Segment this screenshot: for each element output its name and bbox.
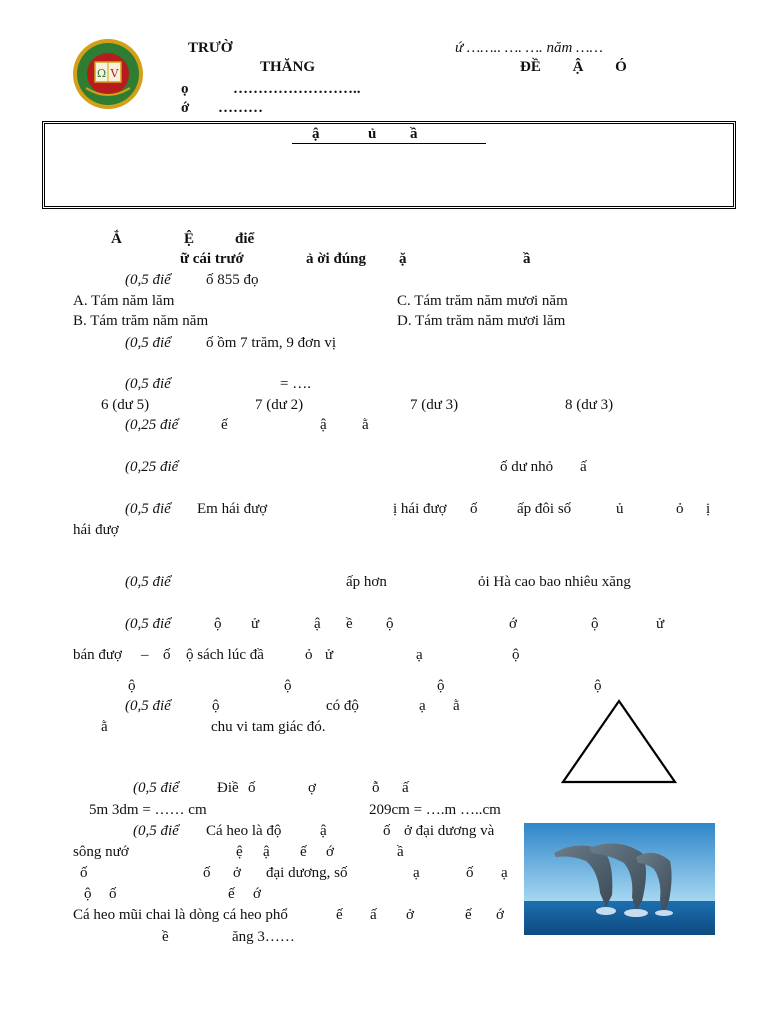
q11-text: ạ bbox=[413, 865, 420, 881]
q8-line2-part: bán đượ bbox=[73, 647, 122, 663]
section-heading-part: Ắ bbox=[111, 231, 122, 247]
q8-line3-part: ộ bbox=[594, 678, 602, 694]
q7-points: (0,5 điể bbox=[125, 574, 171, 590]
q8-line2-part: ử bbox=[325, 647, 334, 663]
q11-text: ế bbox=[228, 886, 235, 902]
q2-points: (0,5 điể bbox=[125, 335, 171, 351]
q8-part: ề bbox=[346, 616, 353, 632]
q11-text: ớ bbox=[253, 886, 261, 902]
q8-line2-part: ố bbox=[163, 647, 171, 663]
q11-text: ế bbox=[465, 907, 472, 923]
q11-text: ở bbox=[233, 865, 241, 881]
q11-text: ế bbox=[336, 907, 343, 923]
q10-fill-b[interactable]: 209cm = ….m …..cm bbox=[369, 802, 501, 818]
dolphin-photo bbox=[524, 823, 715, 935]
q6-part: Em hái đượ bbox=[197, 501, 268, 517]
q8-part: ử bbox=[251, 616, 260, 632]
q10-fill-a[interactable]: 5m 3dm = …… cm bbox=[89, 802, 207, 818]
q6-part: ố bbox=[470, 501, 478, 517]
q10-part: ấ bbox=[402, 780, 409, 796]
instruction-part: ữ cái trướ bbox=[180, 251, 244, 267]
school-logo bbox=[72, 38, 144, 110]
q6-part: ị bbox=[706, 501, 711, 517]
q1-points: (0,5 điể bbox=[125, 272, 171, 288]
instruction-part: ầ bbox=[523, 251, 531, 267]
q11-text: ố bbox=[80, 865, 88, 881]
q11-text: ề bbox=[162, 929, 169, 945]
q10-points: (0,5 điể bbox=[133, 780, 179, 796]
q1-option-b[interactable]: B. Tám trăm năm năm bbox=[73, 313, 209, 329]
q3-option-a[interactable]: 6 (dư 5) bbox=[101, 397, 150, 413]
name-field[interactable]: …………………….. bbox=[233, 81, 361, 97]
name-label: ọ bbox=[181, 81, 189, 97]
q11-text: Cá heo mũi chai là dòng cá heo phổ bbox=[73, 907, 288, 923]
q11-text: ế bbox=[300, 844, 307, 860]
school-line: TRƯỜ bbox=[188, 40, 233, 56]
q11-text: ậ bbox=[320, 823, 327, 839]
q10-part: Điề bbox=[217, 780, 239, 796]
q1-option-c[interactable]: C. Tám trăm năm mươi năm bbox=[397, 293, 568, 309]
q8-line2-part: ỏ bbox=[305, 647, 313, 663]
q8-line2-part: ạ bbox=[416, 647, 423, 663]
school-name: THĂNG bbox=[260, 59, 316, 75]
q3-option-b[interactable]: 7 (dư 2) bbox=[255, 397, 304, 413]
logo-v: V bbox=[110, 67, 119, 80]
q11-text: ớ bbox=[326, 844, 334, 860]
score-box-title-part: ậ bbox=[312, 126, 320, 142]
q4-part: ằ bbox=[362, 417, 369, 433]
q11-text: ố bbox=[383, 823, 391, 839]
q11-text: ố bbox=[203, 865, 211, 881]
q10-part: ỗ bbox=[372, 780, 380, 796]
q11-text: sông nướ bbox=[73, 844, 129, 860]
q11-text[interactable]: ăng 3…… bbox=[232, 929, 295, 945]
q11-text: ớ bbox=[496, 907, 504, 923]
q6-line2: hái đượ bbox=[73, 522, 119, 538]
q11-text: ở đại dương và bbox=[404, 823, 495, 839]
q6-points: (0,5 điể bbox=[125, 501, 171, 517]
q8-part: ộ bbox=[591, 616, 599, 632]
q11-text: ạ bbox=[501, 865, 508, 881]
q8-line2-part: ộ bbox=[512, 647, 520, 663]
section-heading-part: điể bbox=[235, 231, 255, 247]
q11-text: Cá heo là độ bbox=[206, 823, 282, 839]
q5-points: (0,25 điể bbox=[125, 459, 179, 475]
q9-line2-b: chu vi tam giác đó. bbox=[211, 719, 326, 735]
q5-text: ố dư nhỏ bbox=[500, 459, 554, 475]
q9-points: (0,5 điể bbox=[125, 698, 171, 714]
q11-text: ố bbox=[109, 886, 117, 902]
q8-part: ử bbox=[656, 616, 665, 632]
date-line: ứ …….. …. …. năm …… bbox=[455, 40, 603, 56]
score-box-title-part: ủ bbox=[368, 126, 377, 142]
q3-text: = …. bbox=[280, 376, 311, 392]
q9-part: ằ bbox=[453, 698, 460, 714]
q11-text: ố bbox=[466, 865, 474, 881]
q11-text: ầ bbox=[397, 844, 404, 860]
q8-line2-part: ộ sách lúc đầ bbox=[186, 647, 264, 663]
q11-text: đại dương, số bbox=[266, 865, 348, 881]
q6-part: ủ bbox=[616, 501, 624, 517]
q11-text: ệ bbox=[236, 844, 243, 860]
q4-part: ế bbox=[221, 417, 228, 433]
score-box-title-part: ầ bbox=[410, 126, 418, 142]
q6-part: ấp đôi số bbox=[517, 501, 572, 517]
q4-points: (0,25 điể bbox=[125, 417, 179, 433]
triangle-figure bbox=[560, 698, 678, 784]
instruction-part: ặ bbox=[399, 251, 407, 267]
q9-part: ộ bbox=[212, 698, 220, 714]
q6-part: ị hái đượ bbox=[393, 501, 447, 517]
q8-part: ậ bbox=[314, 616, 321, 632]
q8-part: ớ bbox=[509, 616, 517, 632]
q3-option-c[interactable]: 7 (dư 3) bbox=[410, 397, 459, 413]
q8-line3-part: ộ bbox=[437, 678, 445, 694]
class-field[interactable]: ……… bbox=[218, 100, 263, 116]
q8-part: ộ bbox=[214, 616, 222, 632]
q2-text: ố ồm 7 trăm, 9 đơn vị bbox=[206, 335, 337, 351]
q9-part: có độ bbox=[326, 698, 359, 714]
q9-line2-a: ằ bbox=[101, 719, 108, 735]
q6-part: ỏ bbox=[676, 501, 684, 517]
q11-text: ậ bbox=[263, 844, 270, 860]
q10-part: ợ bbox=[308, 780, 316, 796]
section-heading-part: Ệ bbox=[184, 231, 195, 247]
exam-title: ĐỀ Ậ Ó bbox=[520, 59, 627, 75]
q9-part: ạ bbox=[419, 698, 426, 714]
class-label: ớ bbox=[181, 100, 190, 116]
q3-points: (0,5 điể bbox=[125, 376, 171, 392]
q8-line3-part: ộ bbox=[128, 678, 136, 694]
q4-part: ậ bbox=[320, 417, 327, 433]
q11-text: ấ bbox=[370, 907, 377, 923]
q8-part: ộ bbox=[386, 616, 394, 632]
q3-option-d[interactable]: 8 (dư 3) bbox=[565, 397, 614, 413]
q8-points: (0,5 điể bbox=[125, 616, 171, 632]
q5-tail: ấ bbox=[580, 459, 587, 475]
logo-omega: Ω bbox=[96, 67, 107, 80]
q11-text: ộ bbox=[84, 886, 92, 902]
q8-line3-part: ộ bbox=[284, 678, 292, 694]
q7-part: ỏi Hà cao bao nhiêu xăng bbox=[478, 574, 631, 590]
q1-text: ố 855 đọ bbox=[206, 272, 259, 288]
q1-option-a[interactable]: A. Tám năm lăm bbox=[73, 293, 175, 309]
q11-points: (0,5 điể bbox=[133, 823, 179, 839]
q11-text: ở bbox=[406, 907, 414, 923]
q8-line2-part: – bbox=[141, 647, 149, 663]
q10-part: ố bbox=[248, 780, 256, 796]
q7-part: ấp hơn bbox=[346, 574, 387, 590]
score-box-title bbox=[292, 126, 486, 144]
q1-option-d[interactable]: D. Tám trăm năm mươi lăm bbox=[397, 313, 566, 329]
instruction-part: ả ời đúng bbox=[306, 251, 366, 267]
